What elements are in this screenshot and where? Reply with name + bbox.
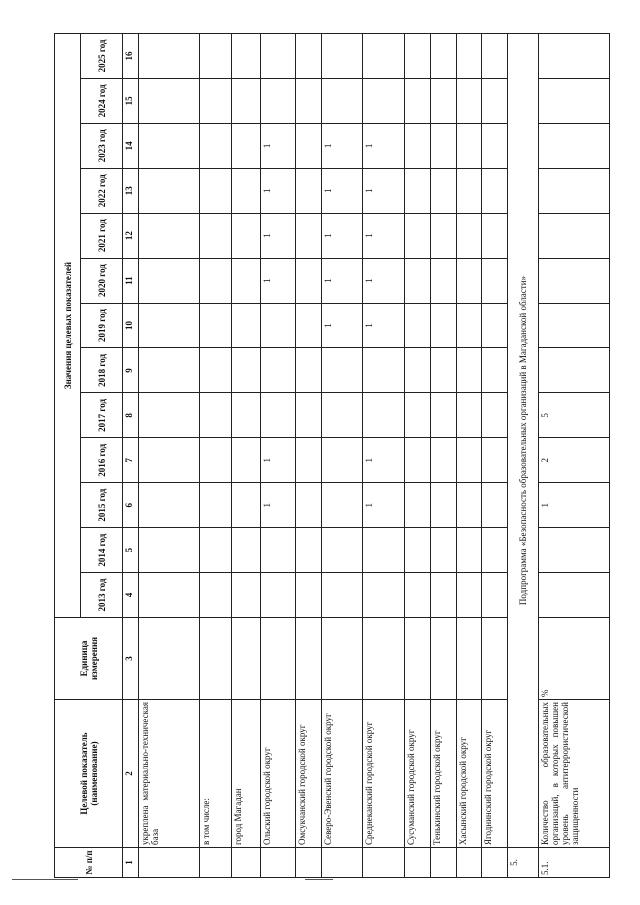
value-cell [260,78,295,123]
value-cell [482,303,508,348]
value-cell [232,483,260,528]
value-cell: 1 [260,123,295,168]
year-header: 2017 год [81,393,123,438]
table-row [456,34,482,878]
table-row [139,34,200,878]
value-cell [404,483,430,528]
row-unit [232,618,260,700]
subprogram-number: 5. [508,848,539,878]
value-cell [260,573,295,618]
indicators-table [54,33,610,878]
row-indicator: Среднеканский городской округ [363,700,404,848]
value-cell [482,483,508,528]
col-num-header: № п/п [55,848,123,878]
value-cell [321,528,362,573]
row-number [232,848,260,878]
value-cell [321,483,362,528]
value-cell [482,34,508,79]
year-header: 2025 год [81,34,123,79]
value-cell [430,168,456,213]
value-cell [404,573,430,618]
value-cell [404,123,430,168]
value-cell [539,258,610,303]
value-cell: 1 [363,303,404,348]
value-cell [404,438,430,483]
value-cell [430,393,456,438]
value-cell [139,483,200,528]
year-header: 2013 год [81,573,123,618]
value-cell [482,348,508,393]
value-cell: 1 [260,168,295,213]
value-cell [295,168,321,213]
value-cell [232,348,260,393]
value-cell [295,123,321,168]
year-header: 2024 год [81,78,123,123]
subprogram-title: Подпрограмма «Безопасность образовательных организаций в Магаданской области» [508,34,539,848]
value-cell [321,438,362,483]
column-number: 3 [123,618,139,700]
value-cell [456,78,482,123]
value-cell [232,213,260,258]
value-cell [139,303,200,348]
table-row [363,34,404,878]
value-cell [482,573,508,618]
value-cell [232,393,260,438]
value-cell: 1 [260,213,295,258]
row-number [363,848,404,878]
value-cell [232,34,260,79]
value-cell [430,123,456,168]
value-cell: 1 [363,123,404,168]
row-unit [482,618,508,700]
row-number [139,848,200,878]
value-cell [482,438,508,483]
column-number: 7 [123,438,139,483]
table-row [321,34,362,878]
value-cell [260,393,295,438]
row-number [482,848,508,878]
value-cell [232,258,260,303]
value-cell [482,123,508,168]
value-cell [232,573,260,618]
value-cell [539,573,610,618]
value-cell [260,528,295,573]
value-cell [321,393,362,438]
value-cell [139,168,200,213]
value-cell [363,573,404,618]
value-cell [430,78,456,123]
column-number: 10 [123,303,139,348]
row-number [260,848,295,878]
value-cell [456,168,482,213]
value-cell [139,393,200,438]
rotated-page [54,33,610,878]
value-cell [139,258,200,303]
row-unit [139,618,200,700]
column-number: 9 [123,348,139,393]
row-indicator: Количество образовательных организаций, в которых повышен уровень антитеррористической защищенности [539,700,610,848]
value-cell [404,258,430,303]
value-cell [456,393,482,438]
value-cell [295,393,321,438]
value-cell [404,34,430,79]
footer-line-left [12,879,78,880]
col-unit-header: Единица измерения [55,618,123,700]
row-unit [321,618,362,700]
value-cell [200,573,232,618]
value-cell: 1 [321,123,362,168]
year-header: 2023 год [81,123,123,168]
col-values-header: Значения целевых показателей [55,34,81,618]
column-number: 15 [123,78,139,123]
value-cell [232,123,260,168]
column-number: 5 [123,528,139,573]
row-number [456,848,482,878]
value-cell: 2 [539,438,610,483]
value-cell [456,438,482,483]
value-cell [139,78,200,123]
value-cell [404,213,430,258]
value-cell: 1 [363,213,404,258]
value-cell [482,528,508,573]
year-header: 2015 год [81,483,123,528]
value-cell [456,213,482,258]
column-number: 4 [123,573,139,618]
table-row [404,34,430,878]
subprogram-row [508,34,539,878]
value-cell [539,528,610,573]
value-cell: 1 [363,258,404,303]
value-cell [139,123,200,168]
value-cell [430,34,456,79]
table-row [200,34,232,878]
column-number: 8 [123,393,139,438]
footer-line-right [305,879,333,880]
value-cell: 1 [260,438,295,483]
value-cell [430,573,456,618]
column-number: 13 [123,168,139,213]
value-cell [139,34,200,79]
value-cell [260,348,295,393]
value-cell [539,123,610,168]
value-cell [295,573,321,618]
column-number: 12 [123,213,139,258]
value-cell [200,34,232,79]
row-indicator: в том числе: [200,700,232,848]
value-cell [200,123,232,168]
column-number: 11 [123,258,139,303]
value-cell [200,78,232,123]
row-unit [456,618,482,700]
value-cell [321,573,362,618]
value-cell [404,528,430,573]
value-cell [404,348,430,393]
value-cell [456,348,482,393]
value-cell [363,34,404,79]
value-cell [200,303,232,348]
table-row [430,34,456,878]
value-cell [539,213,610,258]
value-cell: 1 [321,213,362,258]
row-number [295,848,321,878]
row-indicator: Тенькинский городской округ [430,700,456,848]
column-number: 2 [123,700,139,848]
value-cell [456,123,482,168]
value-cell [539,168,610,213]
table-row [539,34,610,878]
value-cell [200,258,232,303]
column-number: 16 [123,34,139,79]
value-cell [200,348,232,393]
value-cell [363,78,404,123]
value-cell [139,573,200,618]
value-cell [404,393,430,438]
row-indicator: город Магадан [232,700,260,848]
value-cell [200,528,232,573]
value-cell [295,438,321,483]
column-number: 1 [123,848,139,878]
year-header: 2016 год [81,438,123,483]
value-cell [232,528,260,573]
row-unit: % [539,618,610,700]
table-row [260,34,295,878]
value-cell [430,213,456,258]
row-indicator: Ольский городской округ [260,700,295,848]
column-number: 14 [123,123,139,168]
value-cell [321,34,362,79]
row-unit [200,618,232,700]
row-indicator: Ягоднинский городской округ [482,700,508,848]
row-indicator: Сусуманский городской округ [404,700,430,848]
value-cell [232,438,260,483]
value-cell: 1 [260,258,295,303]
value-cell [139,213,200,258]
value-cell [295,34,321,79]
year-header: 2021 год [81,213,123,258]
row-number [200,848,232,878]
value-cell: 1 [363,483,404,528]
row-number [404,848,430,878]
row-indicator: укреплена материально-техническая база [139,700,200,848]
table-row [232,34,260,878]
value-cell [539,34,610,79]
value-cell [539,303,610,348]
value-cell [430,348,456,393]
value-cell [430,528,456,573]
value-cell [295,258,321,303]
year-header: 2022 год [81,168,123,213]
value-cell [430,303,456,348]
row-indicator: Омсукчанский городской округ [295,700,321,848]
value-cell [295,528,321,573]
value-cell: 1 [321,303,362,348]
value-cell [232,78,260,123]
row-unit [404,618,430,700]
value-cell [295,303,321,348]
value-cell [200,438,232,483]
table-row [482,34,508,878]
value-cell [260,303,295,348]
year-header: 2019 год [81,303,123,348]
value-cell [404,78,430,123]
row-indicator: Хасынский городской округ [456,700,482,848]
value-cell [456,34,482,79]
value-cell [321,78,362,123]
value-cell [456,528,482,573]
value-cell [456,258,482,303]
value-cell [363,393,404,438]
row-number [430,848,456,878]
value-cell [456,573,482,618]
row-number [321,848,362,878]
value-cell [430,258,456,303]
value-cell: 1 [363,168,404,213]
value-cell: 5 [539,393,610,438]
row-indicator: Северо-Эвенский городской округ [321,700,362,848]
row-unit [295,618,321,700]
year-header: 2018 год [81,348,123,393]
value-cell: 1 [321,168,362,213]
value-cell [482,393,508,438]
value-cell [295,78,321,123]
value-cell [430,438,456,483]
row-number: 5.1. [539,848,610,878]
value-cell: 1 [260,483,295,528]
value-cell [200,393,232,438]
value-cell [139,348,200,393]
value-cell [200,168,232,213]
value-cell [295,348,321,393]
value-cell [456,303,482,348]
value-cell: 1 [363,438,404,483]
table-row [295,34,321,878]
value-cell [404,168,430,213]
value-cell [139,528,200,573]
value-cell [404,303,430,348]
value-cell [200,483,232,528]
year-header: 2020 год [81,258,123,303]
column-number: 6 [123,483,139,528]
value-cell [363,528,404,573]
value-cell [363,348,404,393]
value-cell [295,483,321,528]
value-cell [321,348,362,393]
value-cell [539,348,610,393]
value-cell [482,168,508,213]
row-unit [260,618,295,700]
value-cell [232,168,260,213]
value-cell [430,483,456,528]
year-header: 2014 год [81,528,123,573]
row-unit [363,618,404,700]
value-cell: 1 [321,258,362,303]
value-cell [200,213,232,258]
value-cell [456,483,482,528]
value-cell [482,258,508,303]
value-cell [482,213,508,258]
row-unit [430,618,456,700]
value-cell [139,438,200,483]
value-cell: 1 [539,483,610,528]
value-cell [539,78,610,123]
value-cell [232,303,260,348]
col-indicator-header: Целевой показатель (наименование) [55,700,123,848]
value-cell [295,213,321,258]
value-cell [260,34,295,79]
value-cell [482,78,508,123]
